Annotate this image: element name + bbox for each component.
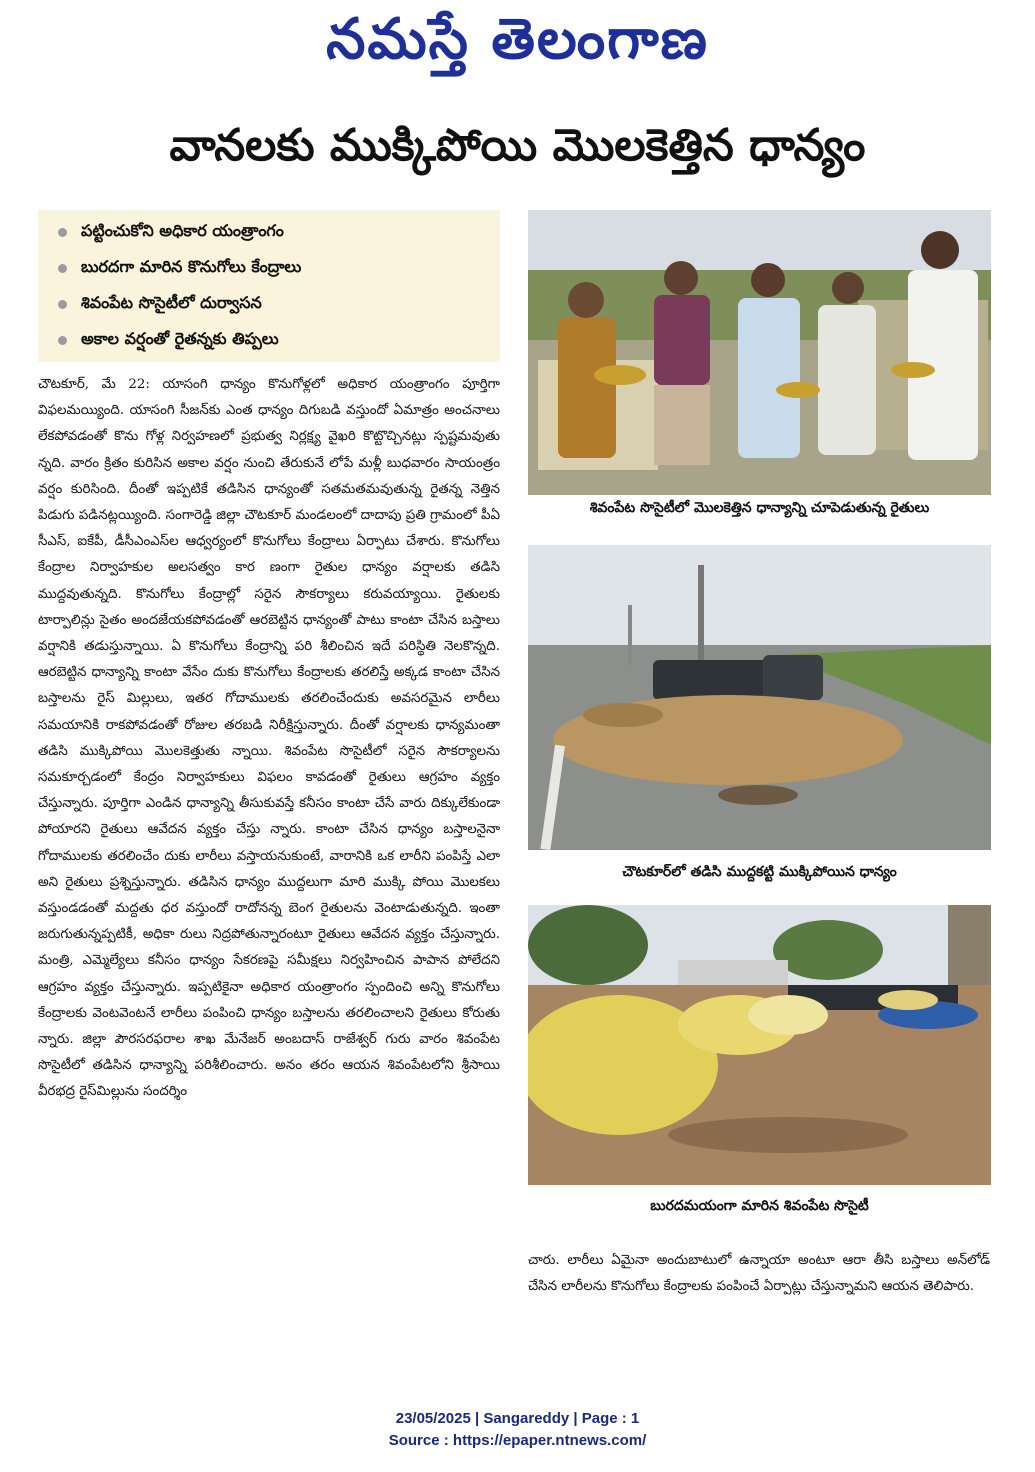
- highlight-text: బురదగా మారిన కొనుగోలు కేంద్రాలు: [81, 256, 302, 276]
- highlight-text: పట్టించుకోని అధికార యంత్రాంగం: [81, 220, 284, 240]
- highlights-box: [38, 210, 500, 362]
- highlight-item: [38, 250, 500, 286]
- headline: వానలకు ముక్కిపోయి మొలకెత్తిన ధాన్యం: [169, 120, 866, 171]
- highlight-text: అకాల వర్షంతో రైతన్నకు తిప్పలు: [81, 328, 279, 348]
- highlight-item: [38, 214, 500, 250]
- highlight-item: [38, 286, 500, 322]
- masthead-logo: నమస్తే తెలంగాణ: [326, 7, 709, 72]
- highlight-text: శివంపేట సొసైటీలో దుర్వాసన: [81, 292, 262, 312]
- footer-date-edition: 23/05/2025 | Sangareddy | Page : 1: [395, 1410, 640, 1427]
- photo-farmers-illustration: [528, 210, 991, 495]
- photo-farmers-sprouted-grain: [528, 210, 991, 495]
- photo-yard-illustration: [528, 905, 991, 1185]
- photo1-caption: శివంపేట సొసైటీలో మొలకెత్తిన ధాన్యాన్ని చూపెడుతున్న రైతులు: [589, 500, 930, 516]
- photo-wet-grain-road: [528, 545, 991, 850]
- bullet-dot-icon: [58, 264, 67, 273]
- bullet-dot-icon: [58, 300, 67, 309]
- footer-source[interactable]: Source : https://epaper.ntnews.com/: [388, 1432, 647, 1449]
- photo-road-illustration: [528, 545, 991, 850]
- photo2-caption: చౌటకూర్‌లో తడిసి ముద్దకట్టి ముక్కిపోయిన ధాన్యం: [622, 864, 897, 880]
- photo-muddy-society-yard: [528, 905, 991, 1185]
- bullet-dot-icon: [58, 336, 67, 345]
- article-body-left: చౌటకూర్, మే 22: యాసంగి ధాన్యం కొనుగోళ్లలో అధికార యంత్రాంగం పూర్తిగా విఫలమయ్యింది. యాసంగి సీజన్‌కు ఎంత ధాన్యం దిగుబడి వస్తుందో ఏమాత్రం అంచనాలు లేకపోవడంతో కొను గోళ్ల నిర్వహణలో ప్రభుత్వ నిర్లక్ష్య వైఖరి కొట్టొచ్చినట్లు స్పష్టమవుతు న్నది. వారం క్రితం కురిసిన అకాల వర్షం నుంచి తేరుకునే లోపే మళ్లీ బుధవారం సాయంత్రం వర్షం కురిసింది. దీంతో ఇప్పటికే తడిసిన ధాన్యంతో సతమతమవుతున్న రైతన్న నెత్తిన పిడుగు పడినట్లయ్యింది. సంగారెడ్డి జిల్లా చౌటకూర్ మండలంలో దాదాపు ప్రతి గ్రామంలో పీఏ సీఎస్, ఐకేపీ, డీసీఎంఎస్‌ల ఆధ్వర్యంలో కొనుగోలు కేంద్రాలు ఏర్పాటు చేశారు. కొనుగోలు కేంద్రాల నిర్వాహకుల అలసత్వం కార ణంగా రైతుల ధాన్యం వర్షాలకు తడిసి ముద్దవుతున్నది. కొనుగోలు కేంద్రాల్లో సరైన సౌకర్యాలు కరువయ్యాయి. రైతులకు టార్పాలిన్లు సైతం అందజేయకపోవడంతో ఆరబెట్టిన ధాన్యంతో పాటు కాంటా చేసిన బస్తాలు వర్షానికి తడుస్తున్నాయి. ఏ కొనుగోలు కేంద్రాన్ని పరి శీలించిన ఇదే పరిస్థితి నెలకొన్నది. ఆరబెట్టిన ధాన్యాన్ని కాంటా వేసేం దుకు కొనుగోలు కేంద్రాలకు తరలిస్తే అక్కడ కాంటా చేసిన బస్తాలను రైస్ మిల్లులు, ఇతర గోదాములకు తరలించేందుకు అవసరమైన లారీలు సమయానికి రాకపోవడంతో రోజుల తరబడి నిరీక్షిస్తున్నారు. దీంతో వర్షాలకు ధాన్యమంతా తడిసి ముక్కిపోయి మొలకెత్తుతు న్నాయి. శివంపేట సొసైటీలో సరైన సౌకర్యాలను సమకూర్చడంలో కేంద్రం నిర్వాహకులు విఫలం కావడంతో రైతులు ఆగ్రహం వ్యక్తం చేస్తున్నారు. పూర్తిగా ఎండిన ధాన్యాన్ని తీసుకువస్తే కనీసం కాంటా చేసే వారు దిక్కులేకుండా పోయారని రైతులు ఆవేదన వ్యక్తం చేస్తు న్నారు. కాంటా చేసిన ధాన్యం బస్తాలనైనా గోదాములకు తరలించేం దుకు లారీలు వస్తాయనుకుంటే, వారానికి ఒక లారీని పంపిస్తే ఎలా అని రైతులు ప్రశ్నిస్తున్నారు. తడిసిన ధాన్యం ముద్దలుగా మారి ముక్కి పోయి మొలకలు వస్తుండడంతో మద్దతు ధర వస్తుందో రాదోనన్న బెంగ రైతులను వెంటాడుతున్నది. ఇంతా జరుగుతున్నప్పటికీ, అధికా రులు నిద్రపోతున్నారంటూ రైతులు ఆవేదన వ్యక్తం చేస్తున్నారు. మంత్రి, ఎమ్మెల్యేలు కనీసం ధాన్యం సేకరణపై సమీక్షలు నిర్వహించిన పాపాన పోలేదని ఆగ్రహం వ్యక్తం చేస్తున్నారు. ఇప్పటికైనా అధికార యంత్రాంగం స్పందించి అన్ని కొనుగోలు కేంద్రాలకు వెంటవెంటనే లారీలు పంపించి ధాన్యం బస్తాలను తరలించాలని రైతులు కోరుతు న్నారు. జిల్లా పౌరసరఫరాల శాఖ మేనేజర్ అంబదాస్ రాజేశ్వర్ గురు వారం శివంపేట సొసైటీలో తడిసిన ధాన్యాన్ని పరిశీలించారు. అనం తరం ఆయన శివంపేటలోని శ్రీసాయి వీరభద్ర రైస్‌మిల్లును సందర్శిం: [38, 377, 500, 1100]
- highlight-item: [38, 322, 500, 358]
- photo3-caption: బురదమయంగా మారిన శివంపేట సొసైటీ: [650, 1198, 869, 1214]
- article-body-right: చారు. లారీలు ఏమైనా అందుబాటులో ఉన్నాయా అంటూ ఆరా తీసి బస్తాలు అన్‌లోడ్ చేసిన లారీలను కొనుగోలు కేంద్రాలకు పంపించే ఏర్పాట్లు చేస్తున్నామని ఆయన తెలిపారు.: [528, 1253, 990, 1295]
- bullet-dot-icon: [58, 228, 67, 237]
